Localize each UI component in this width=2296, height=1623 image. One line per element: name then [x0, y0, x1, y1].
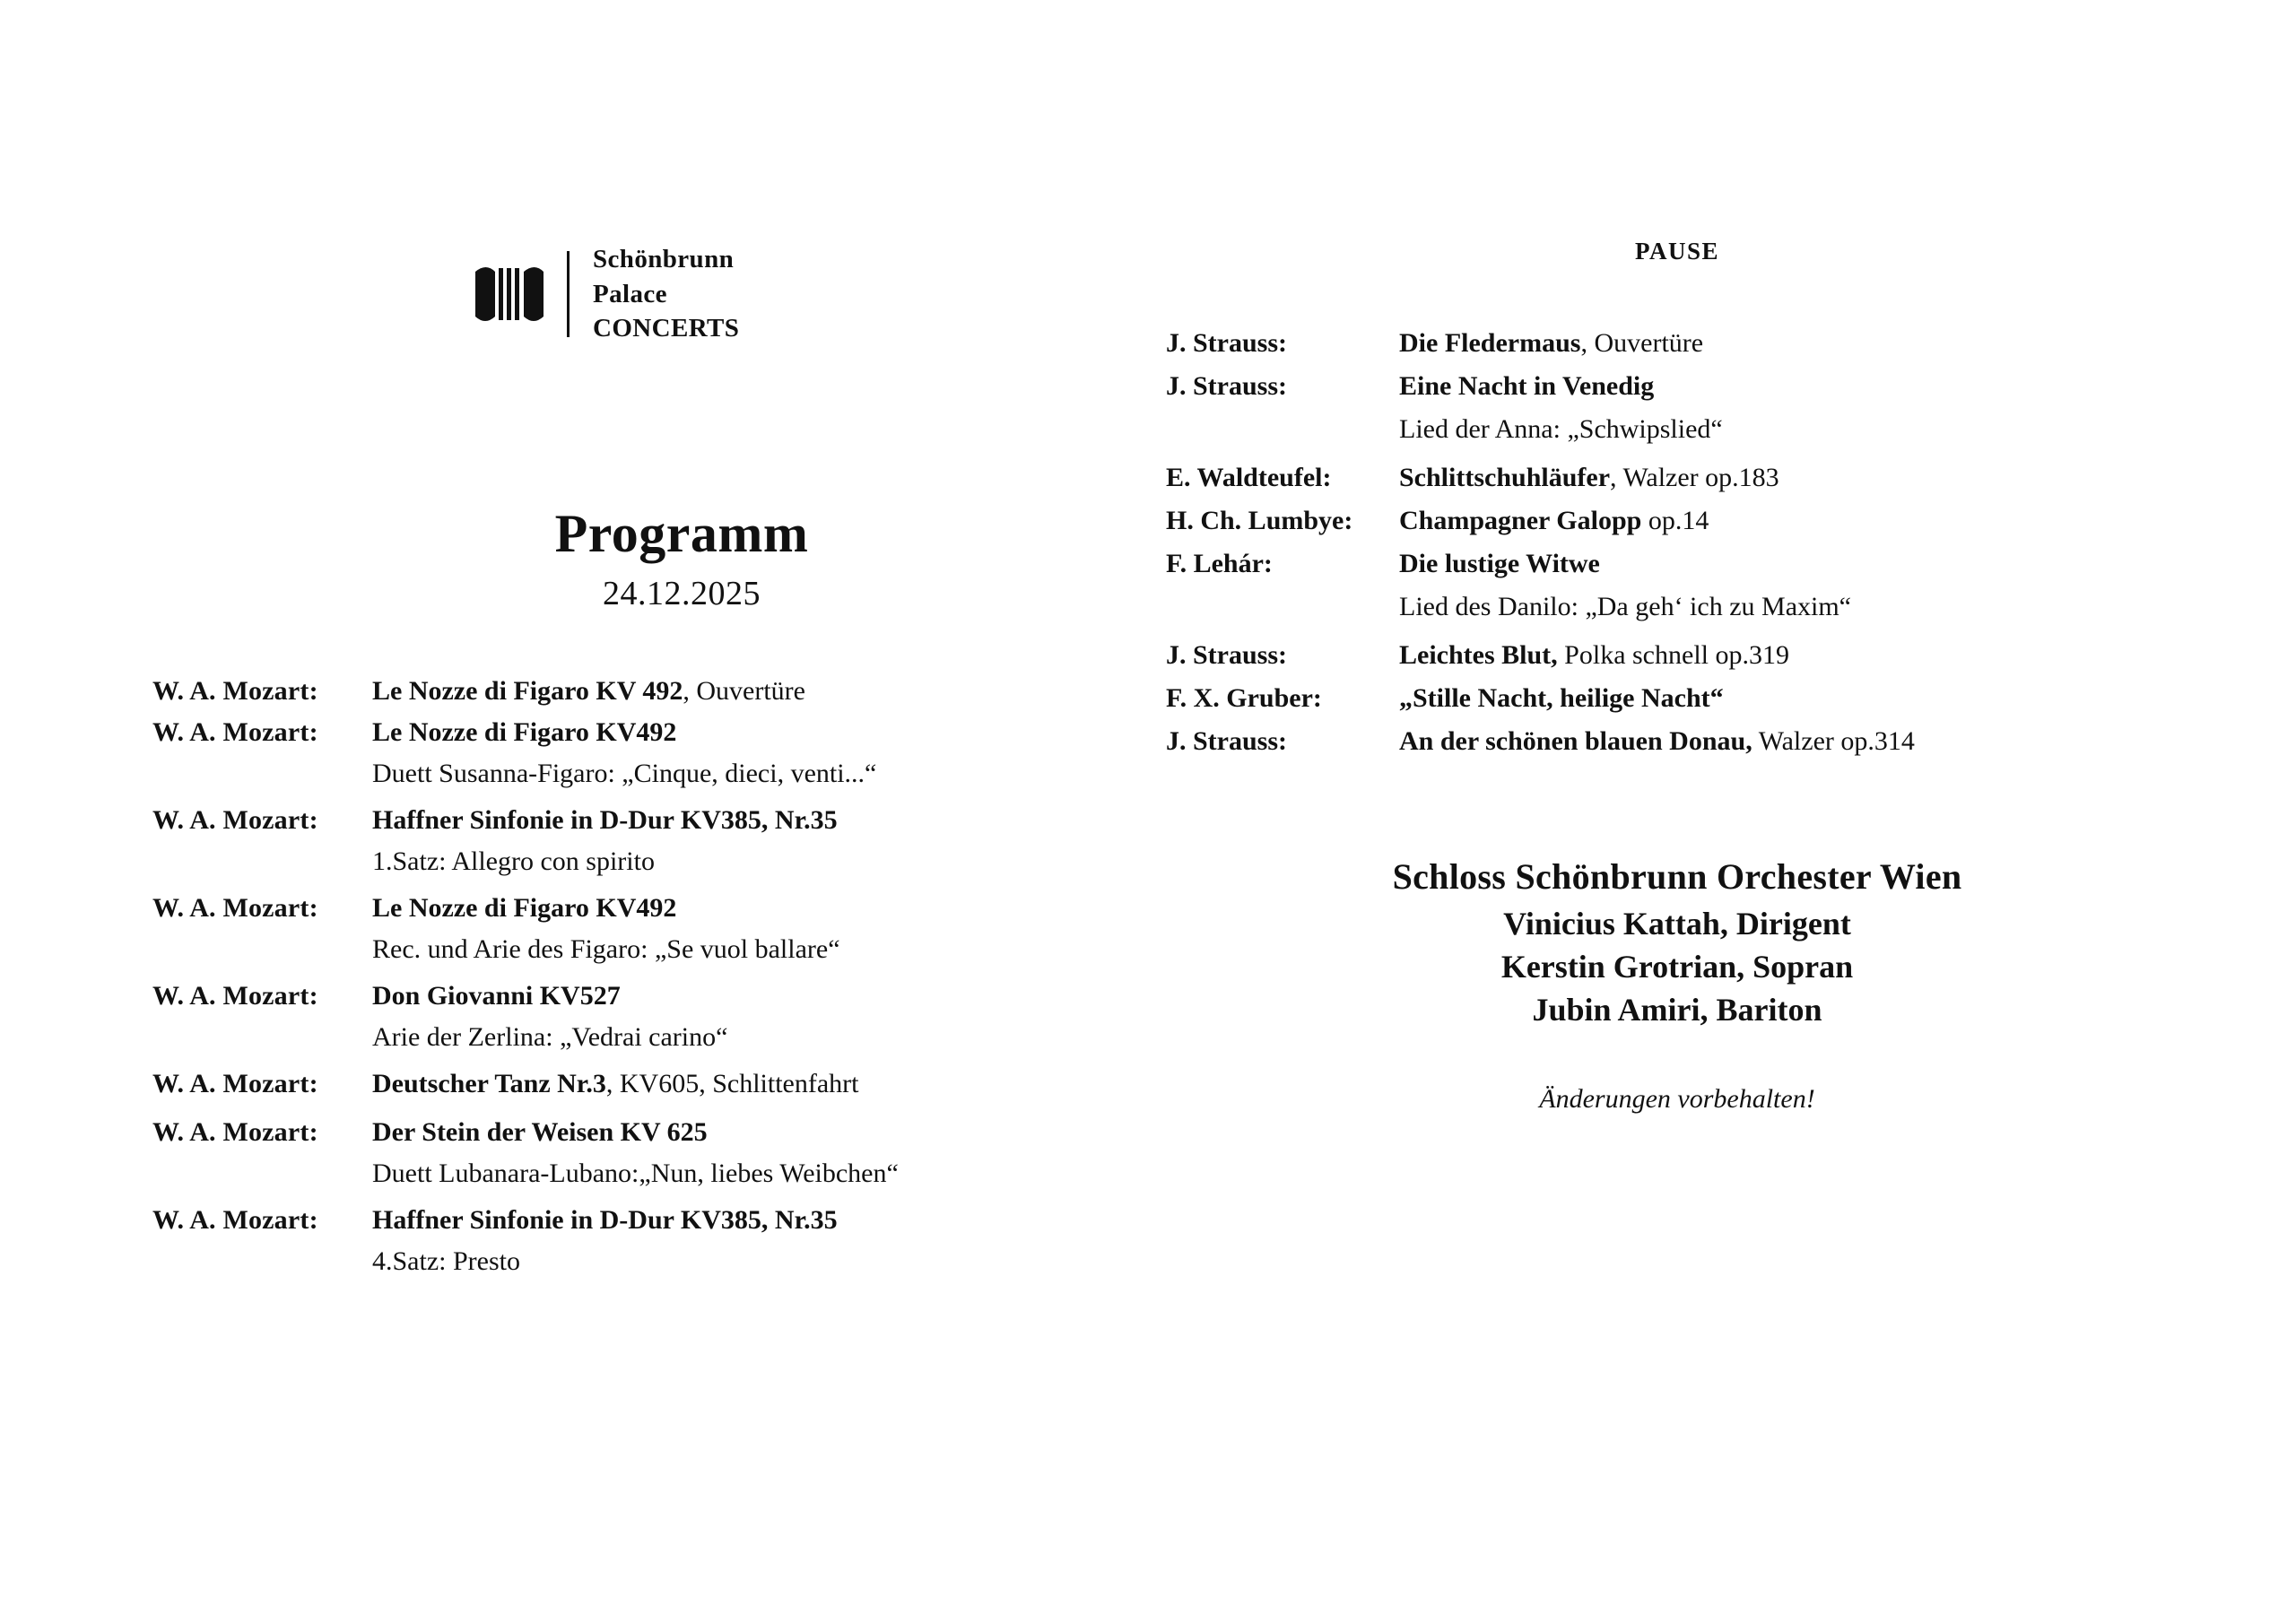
work-title	[1399, 463, 1779, 493]
ensemble-credits	[1184, 855, 2170, 1028]
composer-name: W. A. Mozart:	[152, 1204, 318, 1235]
work-title-main: Haffner Sinfonie in D-Dur KV385, Nr.35	[372, 1204, 838, 1235]
brand-divider	[567, 251, 570, 337]
work-title	[372, 1205, 838, 1236]
first-half-piece-list	[152, 676, 1103, 1277]
list-item	[152, 1205, 1103, 1236]
work-title-main: Deutscher Tanz Nr.3	[372, 1068, 606, 1098]
brand-wordmark	[593, 242, 739, 346]
brand-header	[466, 242, 1103, 346]
baritone-credit: Jubin Amiri, Bariton	[1532, 992, 1822, 1028]
list-item	[1166, 726, 2170, 757]
movement-subline: Lied der Anna: „Schwipslied“	[1399, 414, 1723, 444]
work-title	[372, 1117, 708, 1148]
composer-name: W. A. Mozart:	[152, 804, 318, 835]
page-title: Programm	[554, 503, 809, 563]
second-half-piece-list	[1166, 328, 2170, 757]
composer-name: H. Ch. Lumbye:	[1166, 506, 1353, 535]
list-item	[1166, 640, 2170, 671]
work-title-main: Die Fledermaus	[1399, 328, 1581, 358]
work-title-detail: , Walzer op.183	[1610, 463, 1779, 492]
brand-line-1: Schönbrunn	[593, 245, 735, 273]
right-column	[1166, 238, 2170, 1115]
composer-name: J. Strauss:	[1166, 640, 1288, 670]
work-title	[1399, 371, 1654, 402]
soprano-credit: Kerstin Grotrian, Sopran	[1500, 949, 1854, 985]
work-title	[1399, 726, 1915, 757]
work-title-main: Schlittschuhläufer	[1399, 463, 1611, 492]
work-title-main: „Stille Nacht, heilige Nacht“	[1399, 683, 1724, 713]
work-title-main: Le Nozze di Figaro KV 492	[372, 675, 683, 706]
work-title	[372, 805, 838, 836]
orchestra-name: Schloss Schönbrunn Orchester Wien	[1392, 856, 1962, 897]
work-title	[1399, 683, 1724, 714]
list-item	[152, 676, 1103, 707]
composer-name: F. X. Gruber:	[1166, 683, 1322, 713]
work-title	[372, 717, 676, 748]
composer-name: J. Strauss:	[1166, 328, 1288, 358]
brand-line-2: Palace	[593, 279, 667, 308]
list-item	[152, 1069, 1103, 1099]
list-item	[1166, 463, 2170, 493]
movement-subline: 1.Satz: Allegro con spirito	[372, 846, 655, 876]
list-item	[152, 805, 1103, 836]
list-item	[152, 1117, 1103, 1148]
work-title	[1399, 328, 1703, 359]
list-item	[1166, 506, 2170, 536]
pause-label: PAUSE	[1634, 238, 1719, 265]
left-column	[152, 242, 1103, 1293]
work-title-detail: Polka schnell op.319	[1557, 640, 1789, 670]
list-item	[1166, 683, 2170, 714]
brand-line-3: CONCERTS	[593, 314, 740, 343]
list-item	[152, 981, 1103, 1011]
composer-name: W. A. Mozart:	[152, 892, 318, 923]
work-title	[1399, 640, 1789, 671]
work-title-detail: Walzer op.314	[1752, 726, 1915, 756]
work-title-main: Champagner Galopp	[1399, 506, 1642, 535]
work-title-detail: , KV605, Schlittenfahrt	[605, 1068, 859, 1098]
composer-name: E. Waldteufel:	[1166, 463, 1332, 492]
work-title-main: Le Nozze di Figaro KV492	[372, 716, 677, 747]
composer-name: J. Strauss:	[1166, 371, 1288, 401]
composer-name: W. A. Mozart:	[152, 1116, 318, 1147]
composer-name: W. A. Mozart:	[152, 1068, 318, 1098]
movement-subline: Arie der Zerlina: „Vedrai carino“	[372, 1021, 728, 1052]
composer-name: W. A. Mozart:	[152, 980, 318, 1011]
work-title-main: Die lustige Witwe	[1399, 549, 1600, 578]
composer-name: F. Lehár:	[1166, 549, 1273, 578]
work-title	[1399, 549, 1600, 579]
list-item	[1166, 549, 2170, 579]
movement-subline: Lied des Danilo: „Da geh‘ ich zu Maxim“	[1399, 592, 1851, 621]
work-title	[372, 1069, 858, 1099]
conductor-credit: Vinicius Kattah, Dirigent	[1503, 906, 1851, 942]
movement-subline: Duett Susanna-Figaro: „Cinque, dieci, venti...“	[372, 758, 877, 788]
work-title-detail: op.14	[1641, 506, 1709, 535]
work-title-main: An der schönen blauen Donau,	[1399, 726, 1752, 756]
schoenbrunn-palace-logo-icon	[466, 259, 552, 329]
work-title-main: Eine Nacht in Venedig	[1399, 371, 1655, 401]
work-title-detail: , Ouvertüre	[683, 675, 805, 706]
work-title-main: Leichtes Blut,	[1399, 640, 1558, 670]
movement-subline: Rec. und Arie des Figaro: „Se vuol ballare“	[372, 933, 840, 964]
disclaimer-note: Änderungen vorbehalten!	[1539, 1084, 1815, 1114]
work-title-main: Don Giovanni KV527	[372, 980, 621, 1011]
list-item	[152, 893, 1103, 924]
work-title	[372, 981, 621, 1011]
work-title	[372, 893, 676, 924]
list-item	[1166, 371, 2170, 402]
work-title-detail: , Ouvertüre	[1580, 328, 1704, 358]
work-title-main: Der Stein der Weisen KV 625	[372, 1116, 708, 1147]
composer-name: W. A. Mozart:	[152, 716, 318, 747]
movement-subline: 4.Satz: Presto	[372, 1245, 520, 1276]
work-title	[1399, 506, 1709, 536]
work-title-main: Le Nozze di Figaro KV492	[372, 892, 677, 923]
list-item	[1166, 328, 2170, 359]
work-title	[372, 676, 805, 707]
composer-name: J. Strauss:	[1166, 726, 1288, 756]
list-item	[152, 717, 1103, 748]
program-date: 24.12.2025	[603, 574, 761, 612]
work-title-main: Haffner Sinfonie in D-Dur KV385, Nr.35	[372, 804, 838, 835]
movement-subline: Duett Lubanara-Lubano:„Nun, liebes Weibchen“	[372, 1158, 899, 1188]
composer-name: W. A. Mozart:	[152, 675, 318, 706]
